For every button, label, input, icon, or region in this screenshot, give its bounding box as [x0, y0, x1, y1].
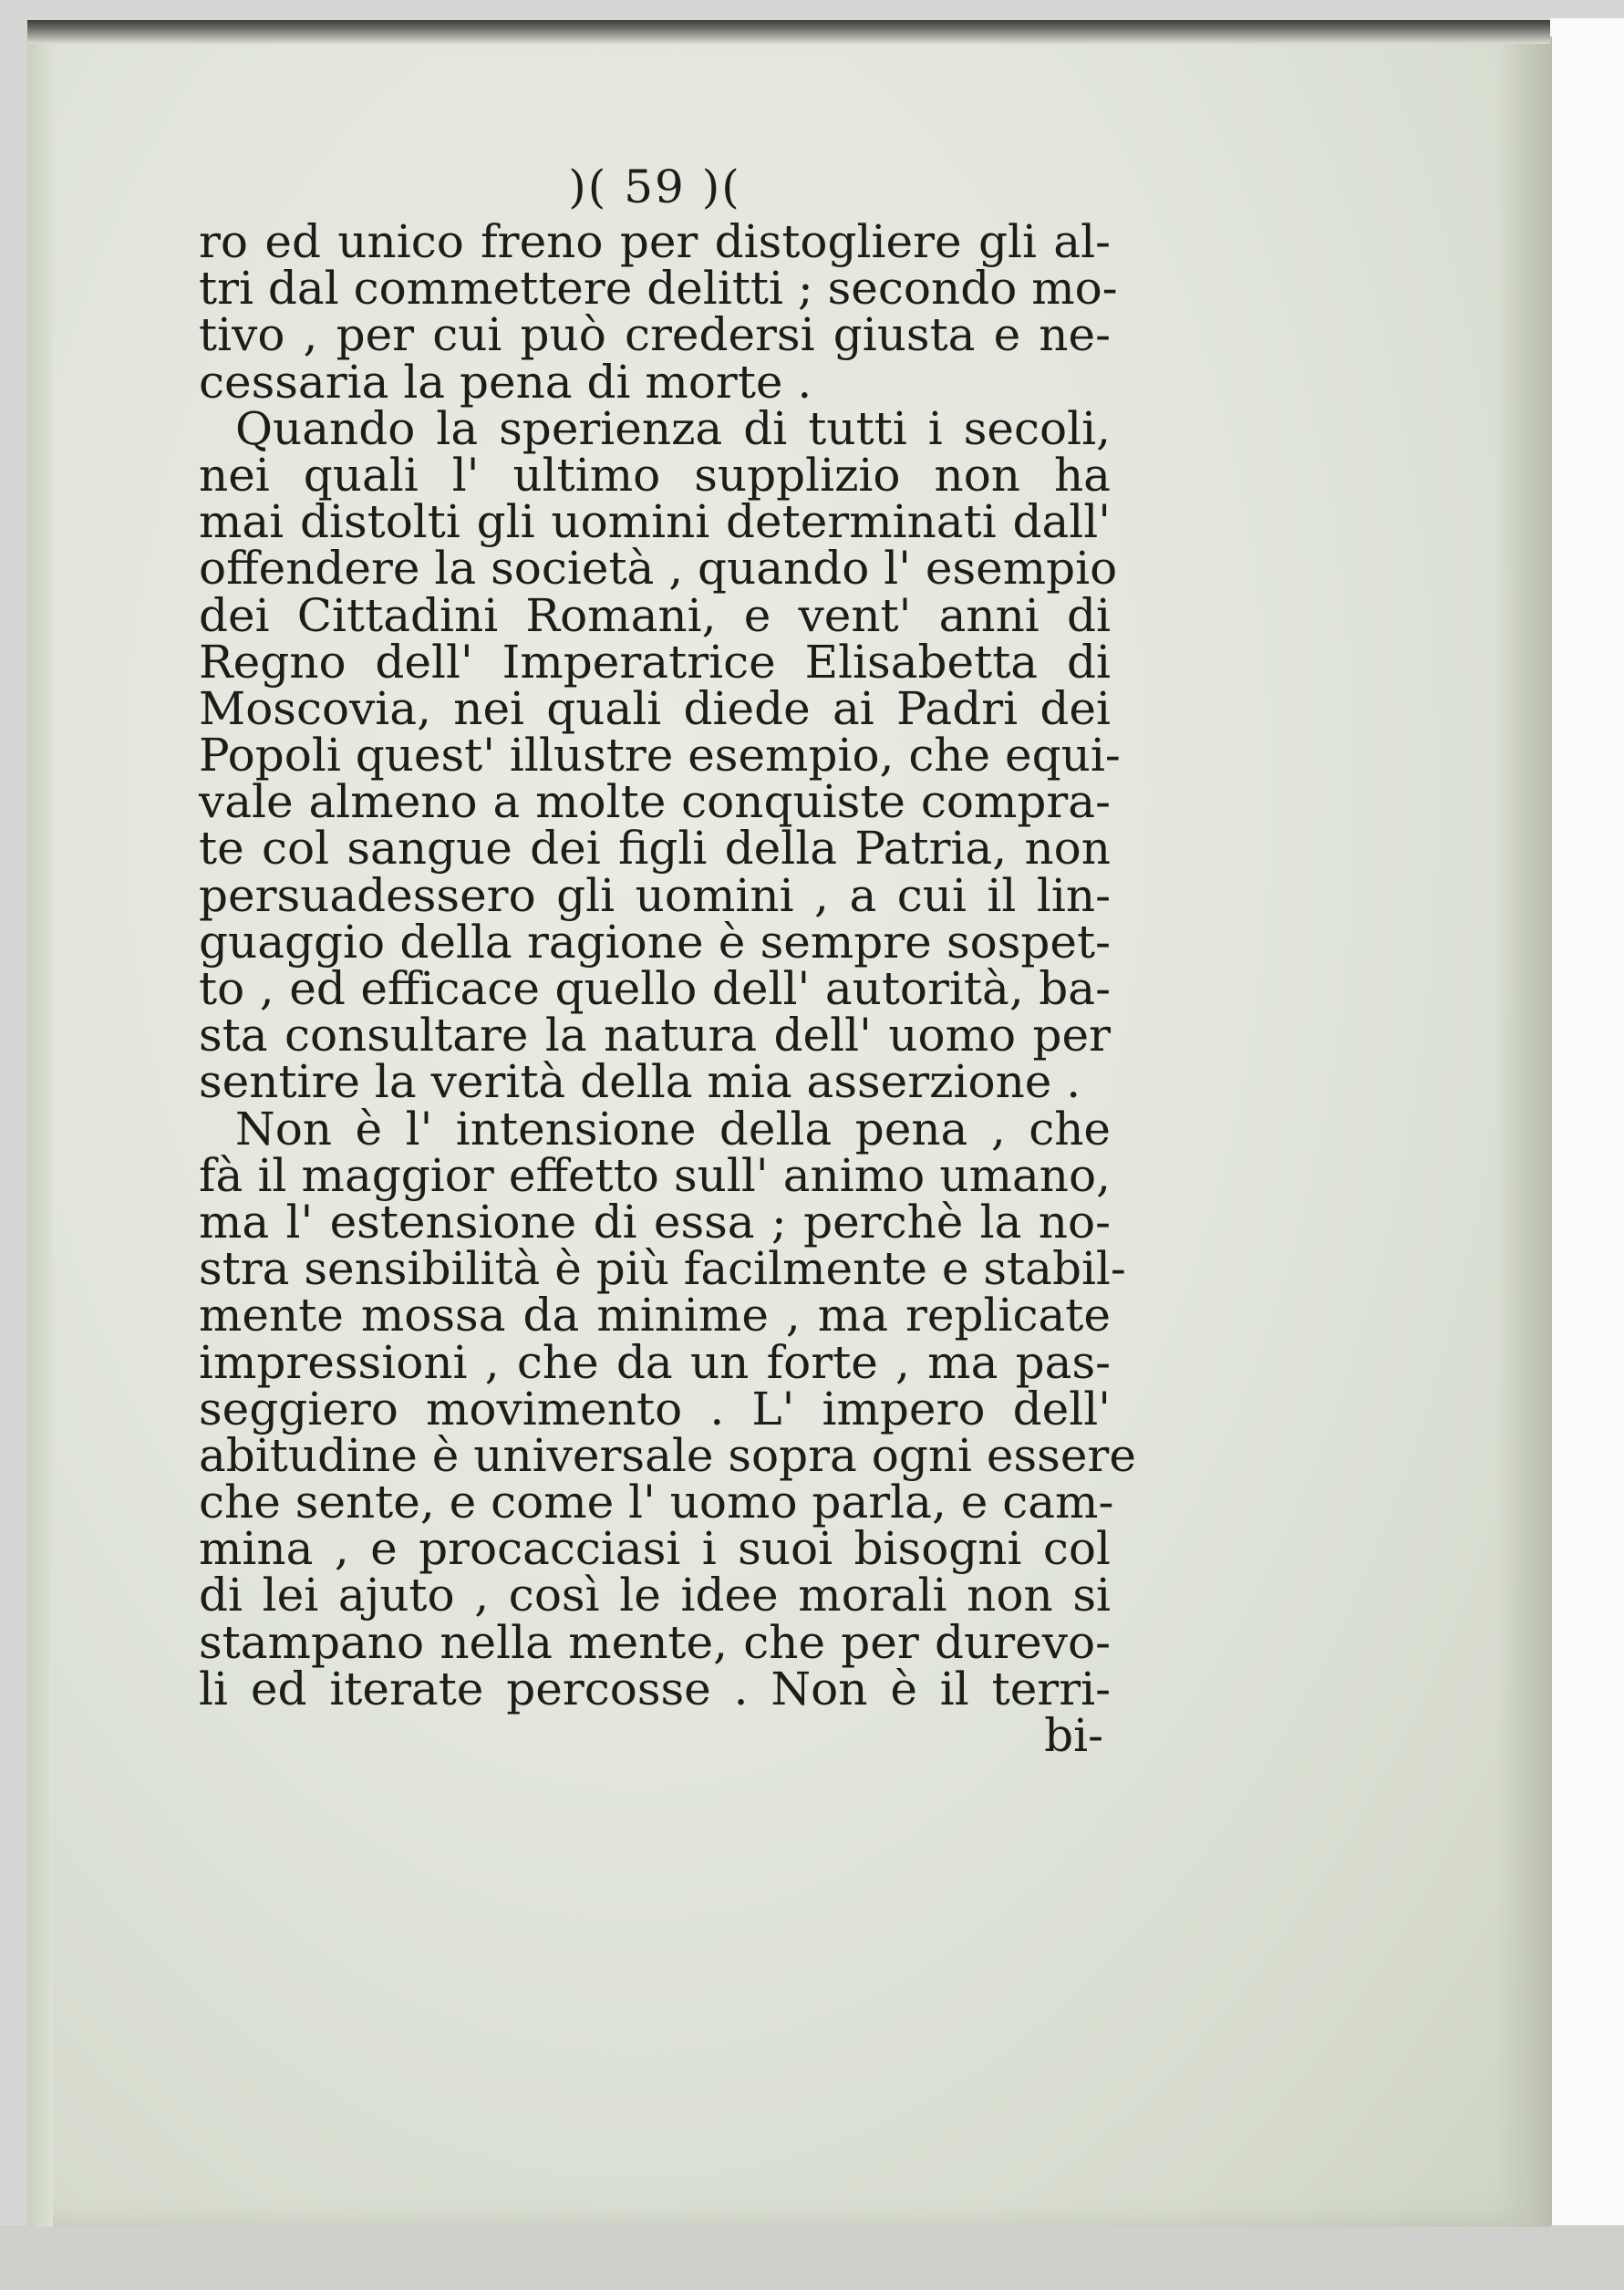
page-edge-top [27, 20, 1550, 44]
text-line: fà il maggior effetto sull' animo umano, [199, 1148, 1111, 1202]
text-line: mai distolti gli uomini determinati dall' [199, 495, 1111, 549]
text-line: mente mossa da minime , ma replicate [199, 1289, 1111, 1342]
text-line: abitudine è universale sopra ogni essere [199, 1428, 1136, 1482]
scanner-margin-right [1550, 18, 1624, 2234]
text-line: di lei ajuto , così le idee morali non si [199, 1569, 1111, 1622]
text-line: ro ed unico freno per distogliere gli al- [199, 215, 1111, 268]
page-text-block [199, 155, 1136, 1762]
text-line: dei Cittadini Romani, e vent' anni di [199, 588, 1111, 642]
text-line: cessaria la pena di morte . [199, 355, 812, 409]
catchword: bi- [1044, 1709, 1103, 1762]
text-line: impressioni , che da un forte , ma pas- [199, 1335, 1111, 1389]
page-edge-right [1495, 36, 1552, 2225]
text-line: seggiero movimento . L' impero dell' [199, 1382, 1111, 1435]
text-line: nei quali l' ultimo supplizio non ha [199, 448, 1111, 502]
text-line: vale almeno a molte conquiste compra- [199, 775, 1111, 829]
text-line: to , ed efficace quello dell' autorità, ba- [199, 962, 1111, 1015]
text-line: Popoli quest' illustre esempio, che equi- [199, 729, 1121, 782]
scanner-margin-bottom [0, 2225, 1624, 2290]
text-line: ma l' estensione di essa ; perchè la no- [199, 1195, 1111, 1249]
text-line: persuadessero gli uomini , a cui il lin- [199, 868, 1111, 922]
text-line: sentire la verità della mia asserzione . [199, 1055, 1081, 1109]
text-line: che sente, e come l' uomo parla, e cam- [199, 1476, 1114, 1529]
text-line: Regno dell' Imperatrice Elisabetta di [199, 635, 1111, 689]
text-line: tri dal commettere delitti ; secondo mo- [199, 262, 1118, 316]
page-edge-left [27, 20, 53, 2227]
text-line: stra sensibilità è più facilmente e stabil- [199, 1242, 1126, 1296]
text-line: te col sangue dei figli della Patria, non [199, 822, 1111, 876]
page-number-header: )( 59 )( [568, 161, 741, 213]
text-line: sta consultare la natura dell' uomo per [199, 1009, 1111, 1062]
text-line: Non è l' intensione della pena , che [235, 1102, 1111, 1155]
text-line: Moscovia, nei quali diede ai Padri dei [199, 681, 1111, 735]
text-line: guaggio della ragione è sempre sospet- [199, 915, 1111, 969]
text-line: stampano nella mente, che per durevo- [199, 1615, 1111, 1669]
text-line: li ed iterate percosse . Non è il terri- [199, 1662, 1111, 1715]
text-line: offendere la società , quando l' esempio [199, 542, 1118, 596]
text-line: mina , e procacciasi i suoi bisogni col [199, 1522, 1111, 1576]
text-line: Quando la sperienza di tutti i secoli, [235, 401, 1111, 455]
text-line: tivo , per cui può credersi giusta e ne- [199, 308, 1111, 362]
